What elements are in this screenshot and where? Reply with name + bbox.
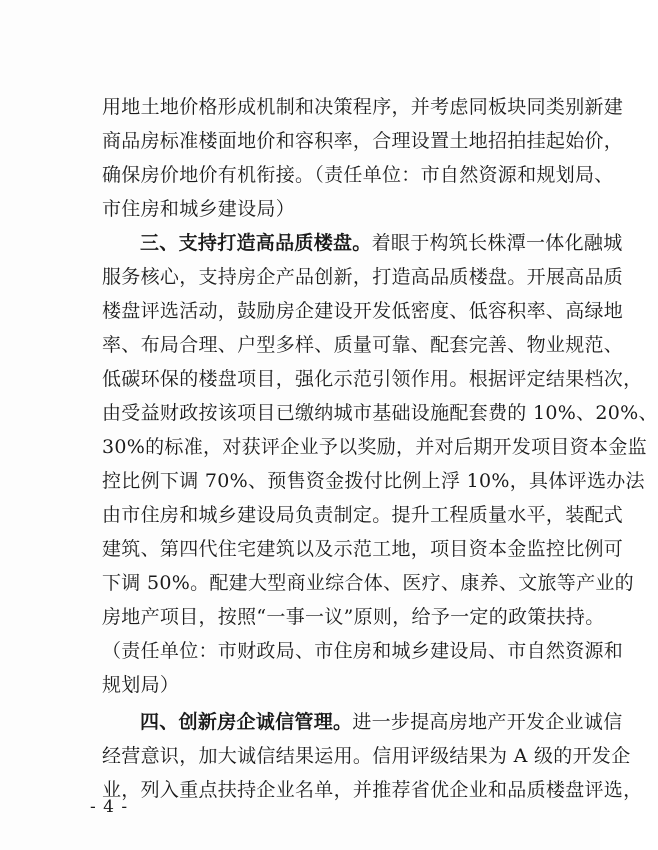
paragraph-line: 房地产项目，按照“一事一议”原则，给予一定的政策扶持。 (102, 606, 605, 628)
paragraph-line: 由市住房和城乡建设局负责制定。提升工程质量水平，装配式 (102, 504, 624, 526)
page-number: - 4 - (90, 797, 129, 817)
paragraph-line: 业，列入重点扶持企业名单，并推荐省优企业和品质楼盘评选， (102, 779, 643, 801)
paragraph-first-line (140, 705, 623, 739)
paragraph-text: 进一步提高房地产开发企业诚信 (352, 711, 623, 733)
paragraph-line: 建筑、第四代住宅建筑以及示范工地，项目资本金监控比例可 (102, 538, 624, 560)
paragraph-line: 服务核心，支持房企产品创新，打造高品质楼盘。开展高品质 (102, 266, 624, 288)
paragraph-line: 楼盘评选活动，鼓励房企建设开发低密度、低容积率、高绿地 (102, 300, 624, 322)
paragraph-line: 规划局） (102, 674, 180, 696)
paragraph-line: 由受益财政按该项目已缴纳城市基础设施配套费的 10%、20%、 (102, 402, 658, 424)
section-heading: 三、支持打造高品质楼盘。 (140, 232, 372, 254)
paragraph-line: 控比例下调 70%、预售资金拨付比例上浮 10%，具体评选办法 (102, 470, 645, 492)
paragraph-line: 30%的标准，对获评企业予以奖励，并对后期开发项目资本金监 (102, 436, 647, 458)
paragraph-line: 用地土地价格形成机制和决策程序，并考虑同板块同类别新建 (102, 96, 624, 118)
paragraph-line: 商品房标准楼面地价和容积率，合理设置土地招拍挂起始价， (102, 130, 624, 152)
section-heading: 四、创新房企诚信管理。 (140, 711, 353, 733)
paragraph-first-line (140, 226, 623, 260)
paragraph-line: 率、布局合理、户型多样、质量可靠、配套完善、物业规范、 (102, 334, 624, 356)
paragraph-line: 下调 50%。配建大型商业综合体、医疗、康养、文旅等产业的 (102, 572, 634, 594)
paragraph-text: 着眼于构筑长株潭一体化融城 (371, 232, 623, 254)
paragraph-line: 经营意识，加大诚信结果运用。信用评级结果为 A 级的开发企 (102, 745, 631, 767)
paragraph-line: （责任单位：市财政局、市住房和城乡建设局、市自然资源和 (102, 640, 624, 662)
paragraph-line: 市住房和城乡建设局） (102, 198, 296, 220)
paragraph-line: 确保房价地价有机衔接。（责任单位：市自然资源和规划局、 (102, 164, 614, 186)
paragraph-line: 低碳环保的楼盘项目，强化示范引领作用。根据评定结果档次， (102, 368, 643, 390)
